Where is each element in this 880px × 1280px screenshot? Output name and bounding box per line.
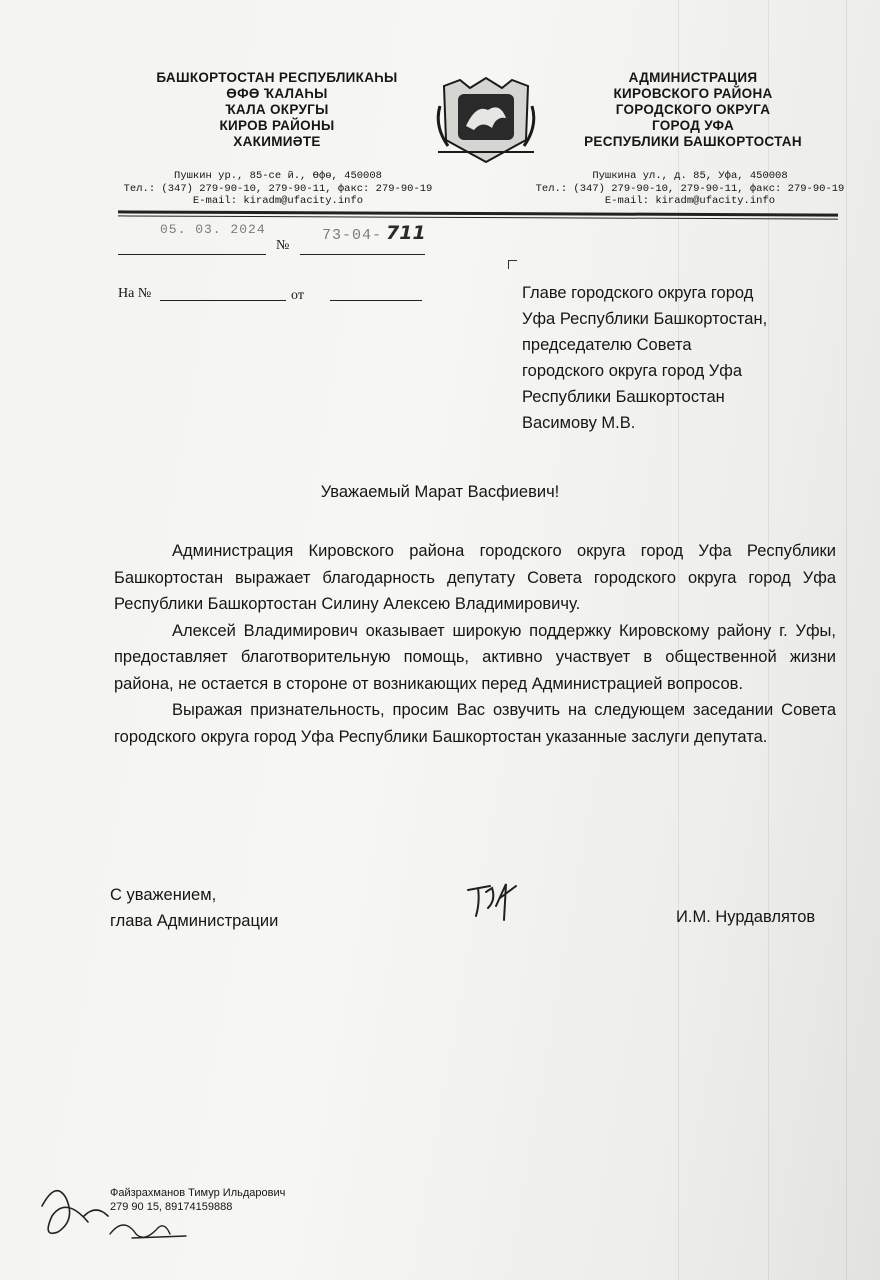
addressee-line: Главе городского округа город <box>522 284 754 302</box>
body-paragraph: Администрация Кировского района городского округа город Уфа Республики Башкортостан выражает благодарность депутату Совета городского округа город Уфа Республики Башкортостан Силину Алексею Владимировичу. <box>114 542 836 613</box>
from-line <box>330 282 422 301</box>
address-line: Пушкин ур., 85-се й., Өфө, 450008 <box>174 170 382 182</box>
coat-of-arms-icon <box>430 76 542 166</box>
addressee-line: Республики Башкортостан <box>522 388 725 406</box>
body-paragraph: Алексей Владимирович оказывает широкую поддержку Кировскому району г. Уфы, предоставляет благотворительную помощь, активно участвует в общественной жизни района, не остается в стороне от возникающих перед Администрацией вопросов. <box>114 621 836 693</box>
letterhead-bashkir <box>112 70 442 150</box>
letter-body <box>114 538 836 750</box>
signer-position: глава Администрации <box>110 912 279 930</box>
date-line <box>118 236 266 255</box>
closing-line: С уважением, <box>110 886 217 904</box>
from-label: от <box>291 288 304 303</box>
letterhead-line: КИРОВ РАЙОНЫ <box>219 118 335 133</box>
number-handwritten: 711 <box>386 222 426 244</box>
address-line: Тел.: (347) 279-90-10, 279-90-11, факс: 279-90-19 <box>123 182 433 195</box>
letterhead-line: ӨФӨ ҠАЛАҺЫ <box>226 86 328 101</box>
addressee-line: городского округа город Уфа <box>522 362 743 380</box>
addressee-line: Уфа Республики Башкортостан, <box>522 310 768 328</box>
salutation: Уважаемый Марат Васфиевич! <box>320 483 560 501</box>
address-block-right <box>530 170 850 208</box>
letterhead-line: РЕСПУБЛИКИ БАШКОРТОСТАН <box>584 134 802 149</box>
letterhead-line: АДМИНИСТРАЦИЯ <box>628 70 758 85</box>
addressee-line: Васимову М.В. <box>522 414 636 432</box>
address-line: E-mail: kiradm@ufacity.info <box>192 195 364 207</box>
address-corner-mark <box>508 260 517 269</box>
handwritten-signature <box>462 876 522 924</box>
letterhead-line: ХАКИМИӘТЕ <box>233 134 321 149</box>
address-line: Тел.: (347) 279-90-10, 279-90-11, факс: 279-90-19 <box>535 182 845 195</box>
ref-label: На № <box>118 286 152 301</box>
letterhead-line: ҠАЛА ОКРУГЫ <box>225 102 329 117</box>
executor-block <box>110 1186 285 1214</box>
ref-line <box>160 282 286 301</box>
address-line: Пушкина ул., д. 85, Уфа, 450008 <box>592 170 788 182</box>
executor-phones: 279 90 15, 89174159888 <box>110 1201 233 1213</box>
number-stamp: 73-04- <box>322 227 383 244</box>
letterhead-line: КИРОВСКОГО РАЙОНА <box>613 86 773 101</box>
address-line: E-mail: kiradm@ufacity.info <box>604 195 776 207</box>
signer-name: И.М. Нурдавлятов <box>676 908 816 926</box>
body-paragraph: Выражая признательность, просим Вас озвучить на следующем заседании Совета городского округа город Уфа Республики Башкортостан указанные заслуги депутата. <box>114 701 836 746</box>
number-label: № <box>276 238 290 253</box>
letterhead-line: ГОРОДСКОГО ОКРУГА <box>615 102 771 117</box>
address-block-left <box>108 170 448 208</box>
letterhead-line: ГОРОД УФА <box>651 118 734 133</box>
letterhead-russian <box>548 70 838 150</box>
closing-block <box>110 882 278 934</box>
addressee-block <box>522 280 812 436</box>
executor-name: Файзрахманов Тимур Ильдарович <box>110 1187 286 1199</box>
addressee-line: председателю Совета <box>522 336 692 354</box>
letterhead-line: БАШКОРТОСТАН РЕСПУБЛИКАҺЫ <box>156 70 398 85</box>
date-stamp: 05. 03. 2024 <box>160 222 266 237</box>
